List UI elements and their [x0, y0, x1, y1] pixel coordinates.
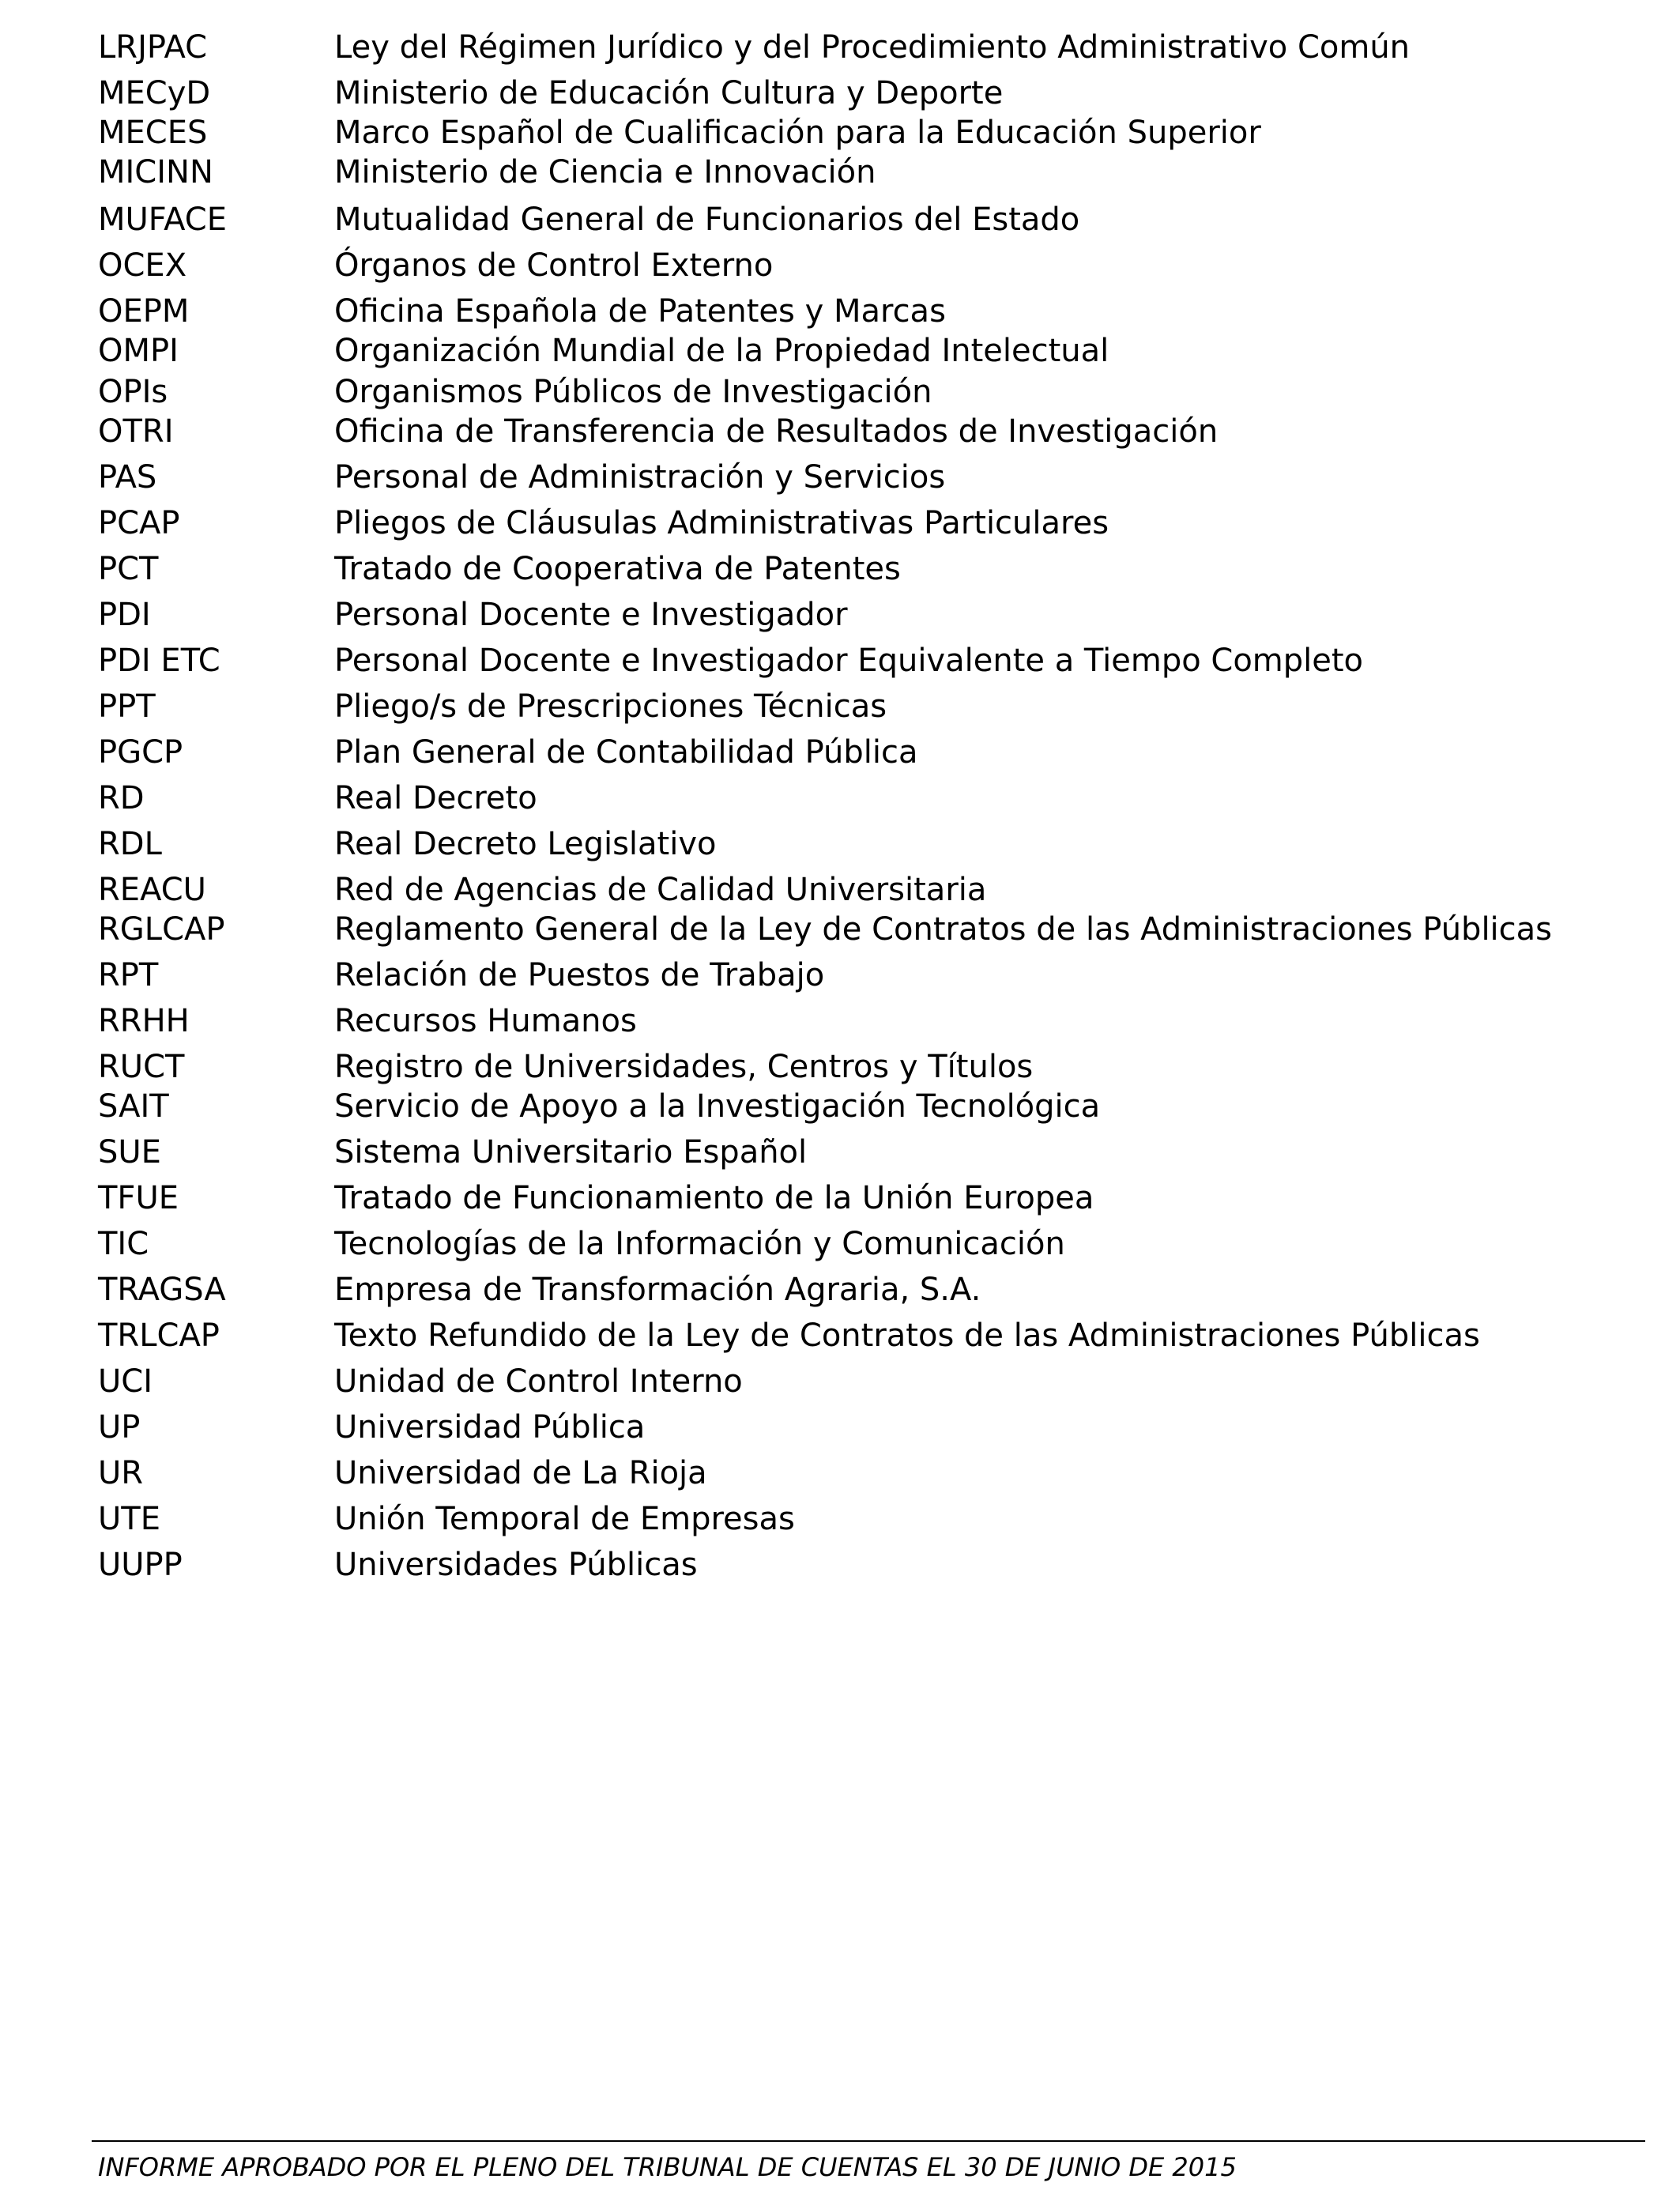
- definition: Organización Mundial de la Propiedad Intelectual: [334, 333, 1109, 369]
- glossary-row: [98, 454, 1639, 501]
- definition: Ley del Régimen Jurídico y del Procedimiento Administrativo Común: [334, 29, 1411, 66]
- abbreviation: UP: [98, 1409, 141, 1446]
- definition: Ministerio de Educación Cultura y Deporte: [334, 75, 1004, 111]
- abbreviation: UUPP: [98, 1547, 183, 1583]
- glossary-row: [98, 1358, 1639, 1405]
- glossary-row: [98, 196, 1639, 243]
- definition: Universidades Públicas: [334, 1547, 698, 1583]
- abbreviation: MECES: [98, 115, 208, 151]
- definition: Tratado de Cooperativa de Patentes: [334, 551, 901, 587]
- glossary-row: [98, 1129, 1639, 1176]
- abbreviation: PPT: [98, 688, 156, 725]
- abbreviation: MICINN: [98, 154, 213, 190]
- definition: Registro de Universidades, Centros y Títulos: [334, 1049, 1034, 1085]
- abbreviation: SUE: [98, 1134, 161, 1171]
- glossary-row: [98, 775, 1639, 822]
- abbreviation: OMPI: [98, 333, 179, 369]
- glossary-row: [98, 408, 1639, 455]
- glossary-row: [98, 327, 1639, 375]
- glossary-row: [98, 1083, 1639, 1130]
- abbreviation: OTRI: [98, 413, 174, 450]
- definition: Unidad de Control Interno: [334, 1363, 743, 1400]
- definition: Texto Refundido de la Ley de Contratos de las Administraciones Públicas: [334, 1318, 1480, 1354]
- definition: Unión Temporal de Empresas: [334, 1501, 795, 1537]
- definition: Sistema Universitario Español: [334, 1134, 808, 1171]
- abbreviation: RPT: [98, 957, 159, 993]
- glossary-row: [98, 906, 1639, 953]
- abbreviation: RD: [98, 780, 145, 816]
- abbreviation: RGLCAP: [98, 911, 225, 948]
- abbreviation: REACU: [98, 872, 206, 908]
- glossary-row: [98, 545, 1639, 593]
- definition: Pliegos de Cláusulas Administrativas Particulares: [334, 505, 1109, 541]
- definition: Personal Docente e Investigador Equivalente a Tiempo Completo: [334, 643, 1364, 679]
- definition: Universidad Pública: [334, 1409, 646, 1446]
- definition: Tecnologías de la Información y Comunicación: [334, 1226, 1065, 1262]
- glossary-row: [98, 242, 1639, 289]
- abbreviation: UTE: [98, 1501, 160, 1537]
- abbreviation: OPIs: [98, 374, 168, 410]
- definition: Recursos Humanos: [334, 1003, 637, 1039]
- glossary-row: [98, 499, 1639, 547]
- definition: Empresa de Transformación Agraria, S.A.: [334, 1272, 981, 1308]
- glossary-row: [98, 683, 1639, 730]
- definition: Servicio de Apoyo a la Investigación Tecnológica: [334, 1088, 1101, 1125]
- abbreviation: TFUE: [98, 1180, 179, 1216]
- glossary-row: [98, 1220, 1639, 1268]
- definition: Ministerio de Ciencia e Innovación: [334, 154, 876, 190]
- abbreviation: UCI: [98, 1363, 153, 1400]
- glossary-row: [98, 729, 1639, 776]
- glossary-row: [98, 997, 1639, 1045]
- abbreviation: TRLCAP: [98, 1318, 220, 1354]
- abbreviation: PCT: [98, 551, 159, 587]
- abbreviation: PGCP: [98, 734, 183, 771]
- glossary-row: [98, 820, 1639, 868]
- glossary-row: [98, 1266, 1639, 1314]
- glossary-row: [98, 149, 1639, 196]
- abbreviation: MUFACE: [98, 202, 227, 238]
- definition: Oficina de Transferencia de Resultados de Investigación: [334, 413, 1219, 450]
- glossary-row: [98, 952, 1639, 999]
- definition: Relación de Puestos de Trabajo: [334, 957, 825, 993]
- abbreviation: OCEX: [98, 247, 187, 284]
- footer-text: INFORME APROBADO POR EL PLENO DEL TRIBUNAL DE CUENTAS EL 30 DE JUNIO DE 2015: [98, 2152, 1237, 2182]
- glossary-row: [98, 591, 1639, 639]
- glossary-row: [98, 1541, 1639, 1589]
- glossary-row: [98, 1404, 1639, 1451]
- glossary-row: [98, 1495, 1639, 1543]
- definition: Marco Español de Cualificación para la Educación Superior: [334, 115, 1261, 151]
- abbreviation: TRAGSA: [98, 1272, 226, 1308]
- definition: Organismos Públicos de Investigación: [334, 374, 932, 410]
- definition: Reglamento General de la Ley de Contratos de las Administraciones Públicas: [334, 911, 1553, 948]
- abbreviation: MECyD: [98, 75, 211, 111]
- definition: Personal de Administración y Servicios: [334, 459, 946, 496]
- glossary-row: [98, 1174, 1639, 1222]
- definition: Oficina Española de Patentes y Marcas: [334, 293, 946, 330]
- abbreviation: RUCT: [98, 1049, 185, 1085]
- definition: Universidad de La Rioja: [334, 1455, 707, 1491]
- definition: Pliego/s de Prescripciones Técnicas: [334, 688, 887, 725]
- glossary-row: [98, 24, 1639, 71]
- abbreviation: RRHH: [98, 1003, 190, 1039]
- definition: Real Decreto Legislativo: [334, 826, 717, 862]
- definition: Real Decreto: [334, 780, 537, 816]
- definition: Órganos de Control Externo: [334, 247, 774, 284]
- abbreviation: LRJPAC: [98, 29, 208, 66]
- footer-divider: [92, 2140, 1645, 2142]
- abbreviation: PAS: [98, 459, 157, 496]
- abbreviation: SAIT: [98, 1088, 169, 1125]
- glossary-row: [98, 1449, 1639, 1497]
- abbreviation: OEPM: [98, 293, 190, 330]
- definition: Mutualidad General de Funcionarios del Estado: [334, 202, 1080, 238]
- definition: Plan General de Contabilidad Pública: [334, 734, 918, 771]
- glossary-row: [98, 637, 1639, 684]
- abbreviation: PDI ETC: [98, 643, 220, 679]
- definition: Red de Agencias de Calidad Universitaria: [334, 872, 987, 908]
- glossary-row: [98, 1312, 1639, 1359]
- abbreviation: PCAP: [98, 505, 180, 541]
- abbreviation: TIC: [98, 1226, 149, 1262]
- abbreviation: RDL: [98, 826, 162, 862]
- abbreviation: UR: [98, 1455, 144, 1491]
- abbreviation: PDI: [98, 597, 151, 633]
- definition: Personal Docente e Investigador: [334, 597, 848, 633]
- definition: Tratado de Funcionamiento de la Unión Europea: [334, 1180, 1094, 1216]
